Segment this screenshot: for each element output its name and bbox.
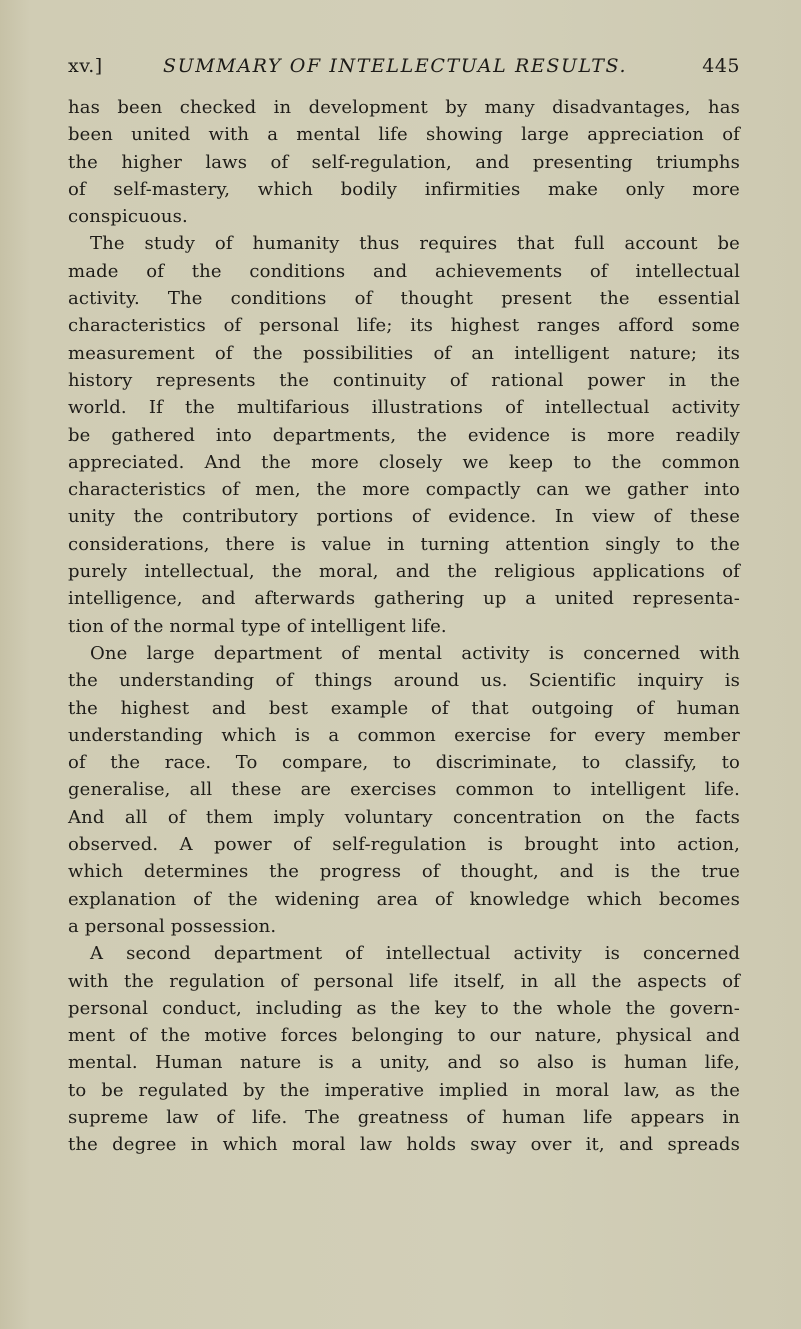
text-line: be gathered into departments, the evidence is more readily [68,424,740,446]
text-line: mental. Human nature is a unity, and so also is human life, [68,1052,740,1074]
text-line: purely intellectual, the moral, and the religious applications of [68,561,740,583]
text-line: observed. A power of self-regulation is brought into action, [68,834,740,856]
text-line: history represents the continuity of rational power in the [68,369,740,391]
text-line: activity. The conditions of thought present the essential [68,288,740,310]
chapter-marker: xv.] [68,55,103,77]
running-title: SUMMARY OF INTELLECTUAL RESULTS. [163,55,628,77]
text-line: a personal possession. [68,915,277,937]
text-line: conspicuous. [68,206,188,228]
text-line: The study of humanity thus requires that full account be [90,233,740,255]
text-line: world. If the multifarious illustrations of intellectual activity [68,397,740,419]
text-line: the degree in which moral law holds sway over it, and spreads [68,1134,740,1156]
text-line: generalise, all these are exercises common to intelligent life. [68,779,740,801]
text-line: One large department of mental activity is concerned with [90,642,740,664]
page-number: 445 [702,55,740,77]
text-line: of the race. To compare, to discriminate, to classify, to [68,752,740,774]
text-line: explanation of the widening area of knowledge which becomes [68,888,740,910]
text-line: has been checked in development by many disadvantages, has [68,97,740,118]
text-line: the understanding of things around us. Scientific inquiry is [68,670,740,692]
text-line: tion of the normal type of intelligent life. [68,615,447,637]
text-line: unity the contributory portions of evidence. In view of these [68,506,740,528]
text-line: measurement of the possibilities of an intelligent nature; its [68,342,740,364]
running-head [68,52,740,80]
text-line: the higher laws of self-regulation, and presenting triumphs [68,151,740,173]
text-line: A second department of intellectual activity is concerned [90,943,740,965]
text-line: of self-mastery, which bodily infirmities make only more [68,178,740,200]
text-line: with the regulation of personal life itself, in all the aspects of [68,970,740,992]
text-line: characteristics of personal life; its highest ranges afford some [68,315,740,337]
text-line: supreme law of life. The greatness of human life appears in [68,1106,740,1128]
text-line: understanding which is a common exercise for every member [68,724,740,746]
text-line: the highest and best example of that outgoing of human [68,697,740,719]
text-line: And all of them imply voluntary concentration on the facts [68,806,740,828]
text-line: ment of the motive forces belonging to our nature, physical and [68,1025,740,1047]
text-line: intelligence, and afterwards gathering up a united representa- [68,588,740,610]
text-line: to be regulated by the imperative implied in moral law, as the [68,1079,740,1101]
text-line: been united with a mental life showing large appreciation of [68,124,740,146]
text-line: appreciated. And the more closely we keep to the common [68,451,740,473]
text-line: personal conduct, including as the key to the whole the govern- [68,997,740,1019]
body-text [68,94,740,1159]
text-line: which determines the progress of thought, and is the true [68,861,740,883]
text-line: considerations, there is value in turning attention singly to the [68,533,740,555]
text-line: characteristics of men, the more compactly can we gather into [68,479,740,501]
text-line: made of the conditions and achievements of intellectual [68,260,740,282]
